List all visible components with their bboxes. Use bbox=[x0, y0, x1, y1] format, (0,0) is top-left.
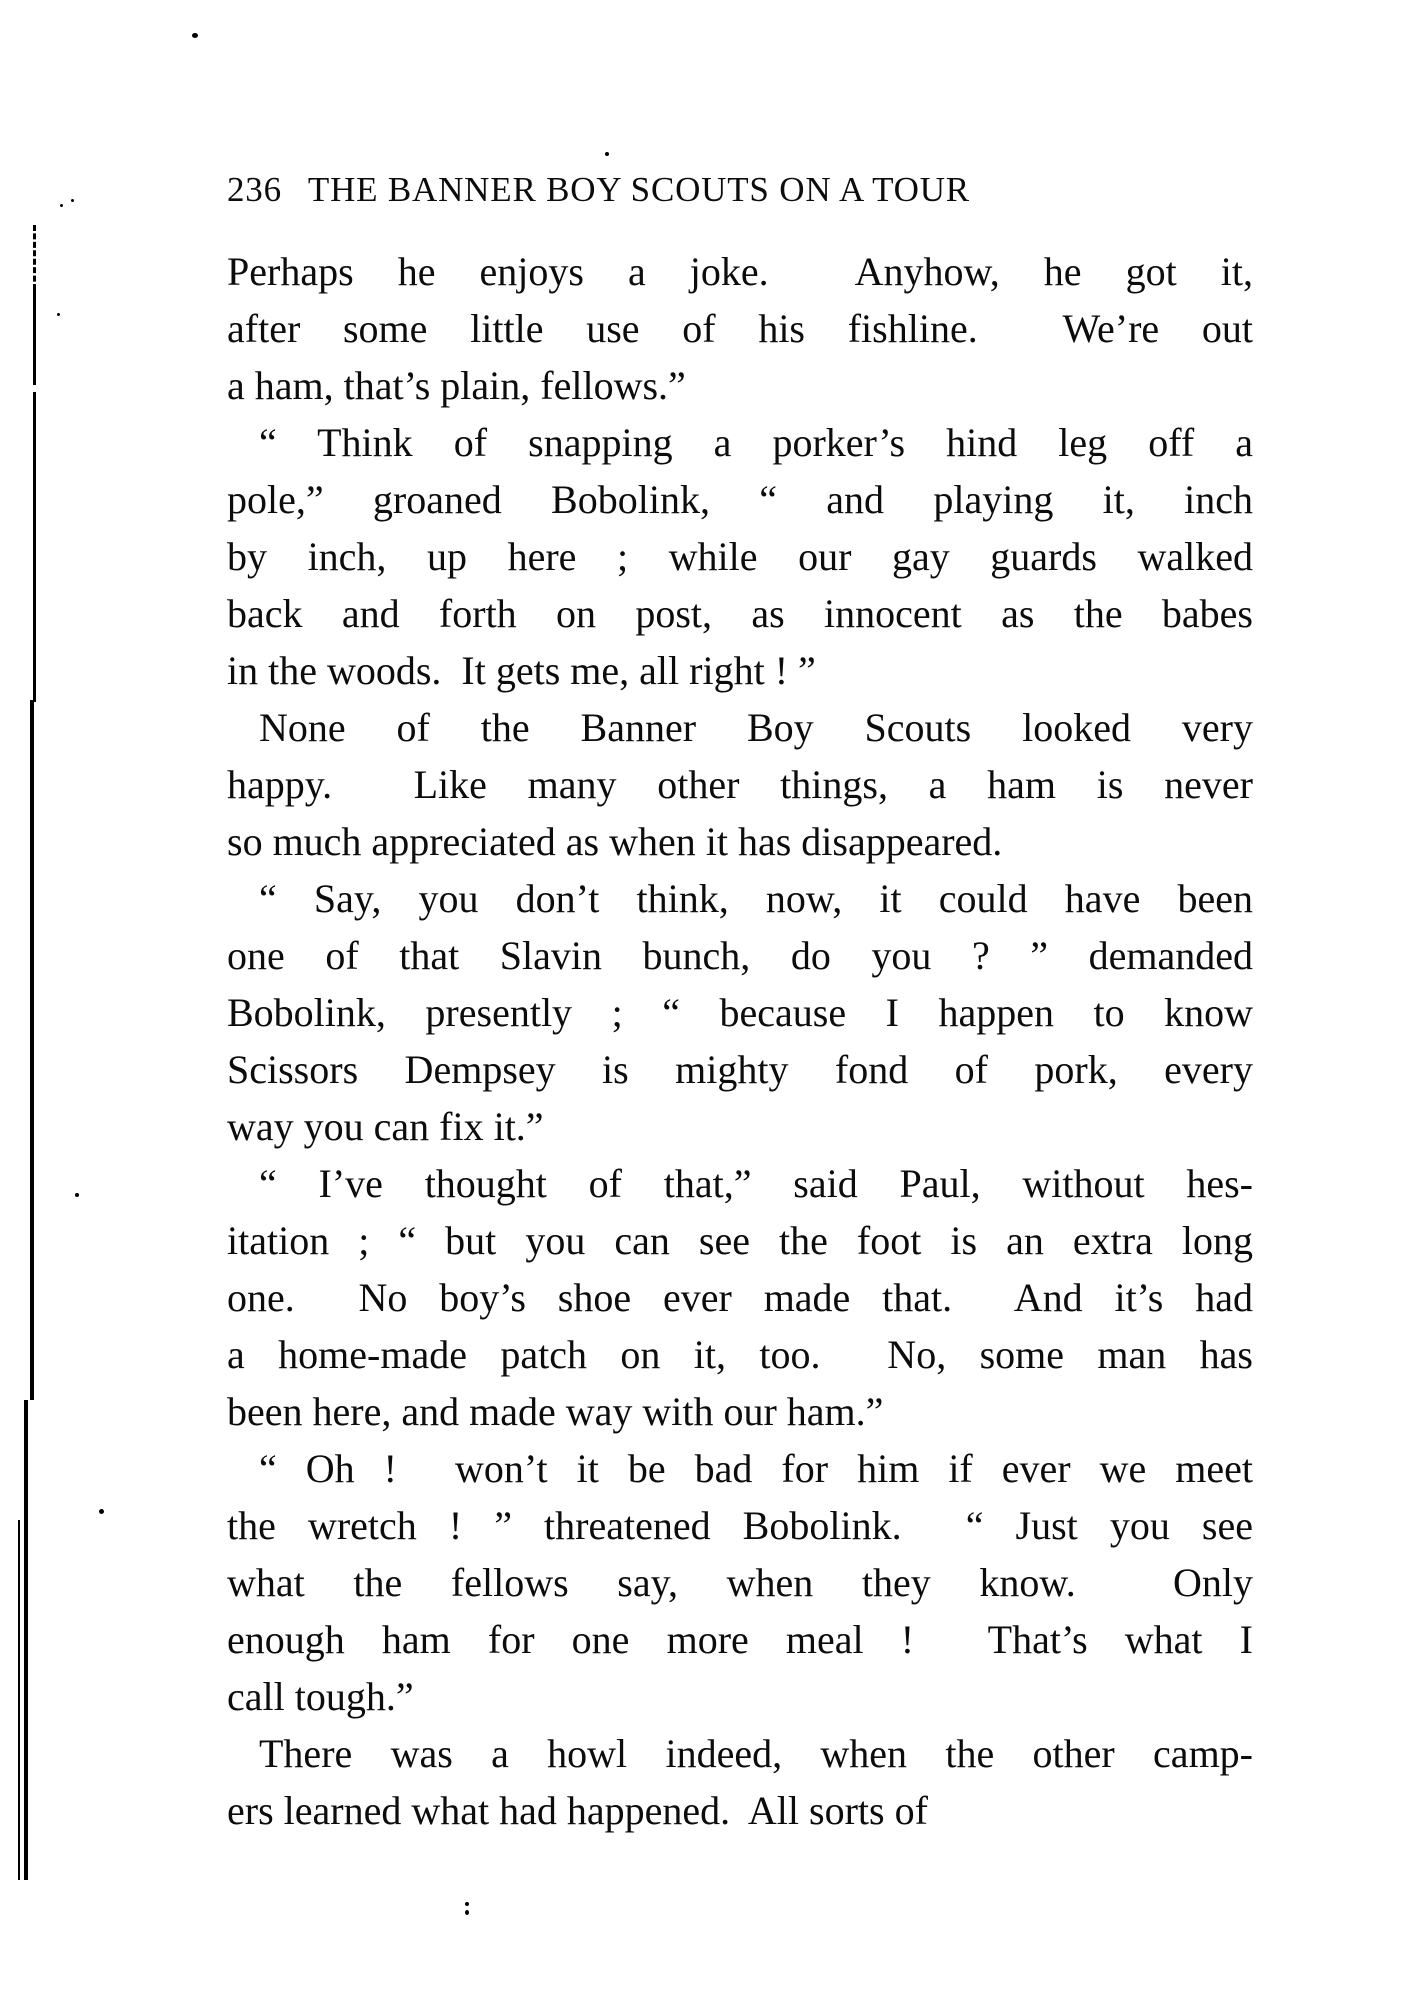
text-line: been here, and made way with our ham.” bbox=[227, 1389, 884, 1434]
text-line: There was a howl indeed, when the other camp- bbox=[259, 1731, 1253, 1776]
text-line: back and forth on post, as innocent as the babes bbox=[227, 591, 1253, 636]
text-line: “ I’ve thought of that,” said Paul, without hes- bbox=[259, 1161, 1253, 1206]
ink-speck bbox=[605, 152, 609, 156]
text-line: a home-made patch on it, too. No, some man has bbox=[227, 1332, 1253, 1377]
text-block bbox=[227, 243, 1253, 1839]
text-line: call tough.” bbox=[227, 1674, 414, 1719]
running-head bbox=[227, 170, 1253, 210]
text-line: “ Oh ! won’t it be bad for him if ever we meet bbox=[259, 1446, 1253, 1491]
text-line: way you can fix it.” bbox=[227, 1104, 544, 1149]
ink-speck bbox=[99, 1509, 104, 1514]
scan-line-artifact bbox=[33, 392, 36, 702]
scan-line-artifact bbox=[33, 225, 36, 290]
text-line: Perhaps he enjoys a joke. Anyhow, he got it, bbox=[227, 249, 1253, 294]
text-line: happy. Like many other things, a ham is never bbox=[227, 762, 1253, 807]
ink-speck bbox=[60, 204, 63, 207]
text-line: Scissors Dempsey is mighty fond of pork, every bbox=[227, 1047, 1253, 1092]
text-line: ers learned what had happened. All sorts of bbox=[227, 1788, 928, 1833]
running-title: THE BANNER BOY SCOUTS ON A TOUR bbox=[307, 170, 970, 209]
text-line: enough ham for one more meal ! That’s what I bbox=[227, 1617, 1253, 1662]
ink-speck bbox=[465, 1910, 469, 1915]
text-line: so much appreciated as when it has disappeared. bbox=[227, 819, 1003, 864]
ink-speck bbox=[465, 1902, 469, 1906]
text-line: the wretch ! ” threatened Bobolink. “ Just you see bbox=[227, 1503, 1253, 1548]
text-line: None of the Banner Boy Scouts looked very bbox=[259, 705, 1253, 750]
text-line: pole,” groaned Bobolink, “ and playing it, inch bbox=[227, 477, 1253, 522]
ink-speck bbox=[192, 33, 198, 38]
text-line: one of that Slavin bunch, do you ? ” demanded bbox=[227, 933, 1253, 978]
text-line: one. No boy’s shoe ever made that. And it’s had bbox=[227, 1275, 1253, 1320]
text-line: what the fellows say, when they know. Only bbox=[227, 1560, 1253, 1605]
text-line: after some little use of his fishline. We’re out bbox=[227, 306, 1253, 351]
text-line: itation ; “ but you can see the foot is an extra long bbox=[227, 1218, 1253, 1263]
text-line: “ Say, you don’t think, now, it could have been bbox=[259, 876, 1253, 921]
text-line: Bobolink, presently ; “ because I happen to know bbox=[227, 990, 1253, 1035]
scan-line-artifact bbox=[24, 1400, 28, 1880]
page-number: 236 bbox=[227, 170, 282, 209]
ink-speck bbox=[57, 313, 60, 316]
text-line: a ham, that’s plain, fellows.” bbox=[227, 363, 686, 408]
ink-speck bbox=[71, 199, 74, 202]
scan-line-artifact bbox=[33, 290, 36, 385]
scan-line-artifact bbox=[18, 1520, 20, 1880]
text-line: by inch, up here ; while our gay guards walked bbox=[227, 534, 1253, 579]
text-line: “ Think of snapping a porker’s hind leg off a bbox=[259, 420, 1253, 465]
scan-line-artifact bbox=[30, 700, 34, 1400]
text-line: in the woods. It gets me, all right ! ” bbox=[227, 648, 816, 693]
ink-speck bbox=[75, 1193, 79, 1197]
